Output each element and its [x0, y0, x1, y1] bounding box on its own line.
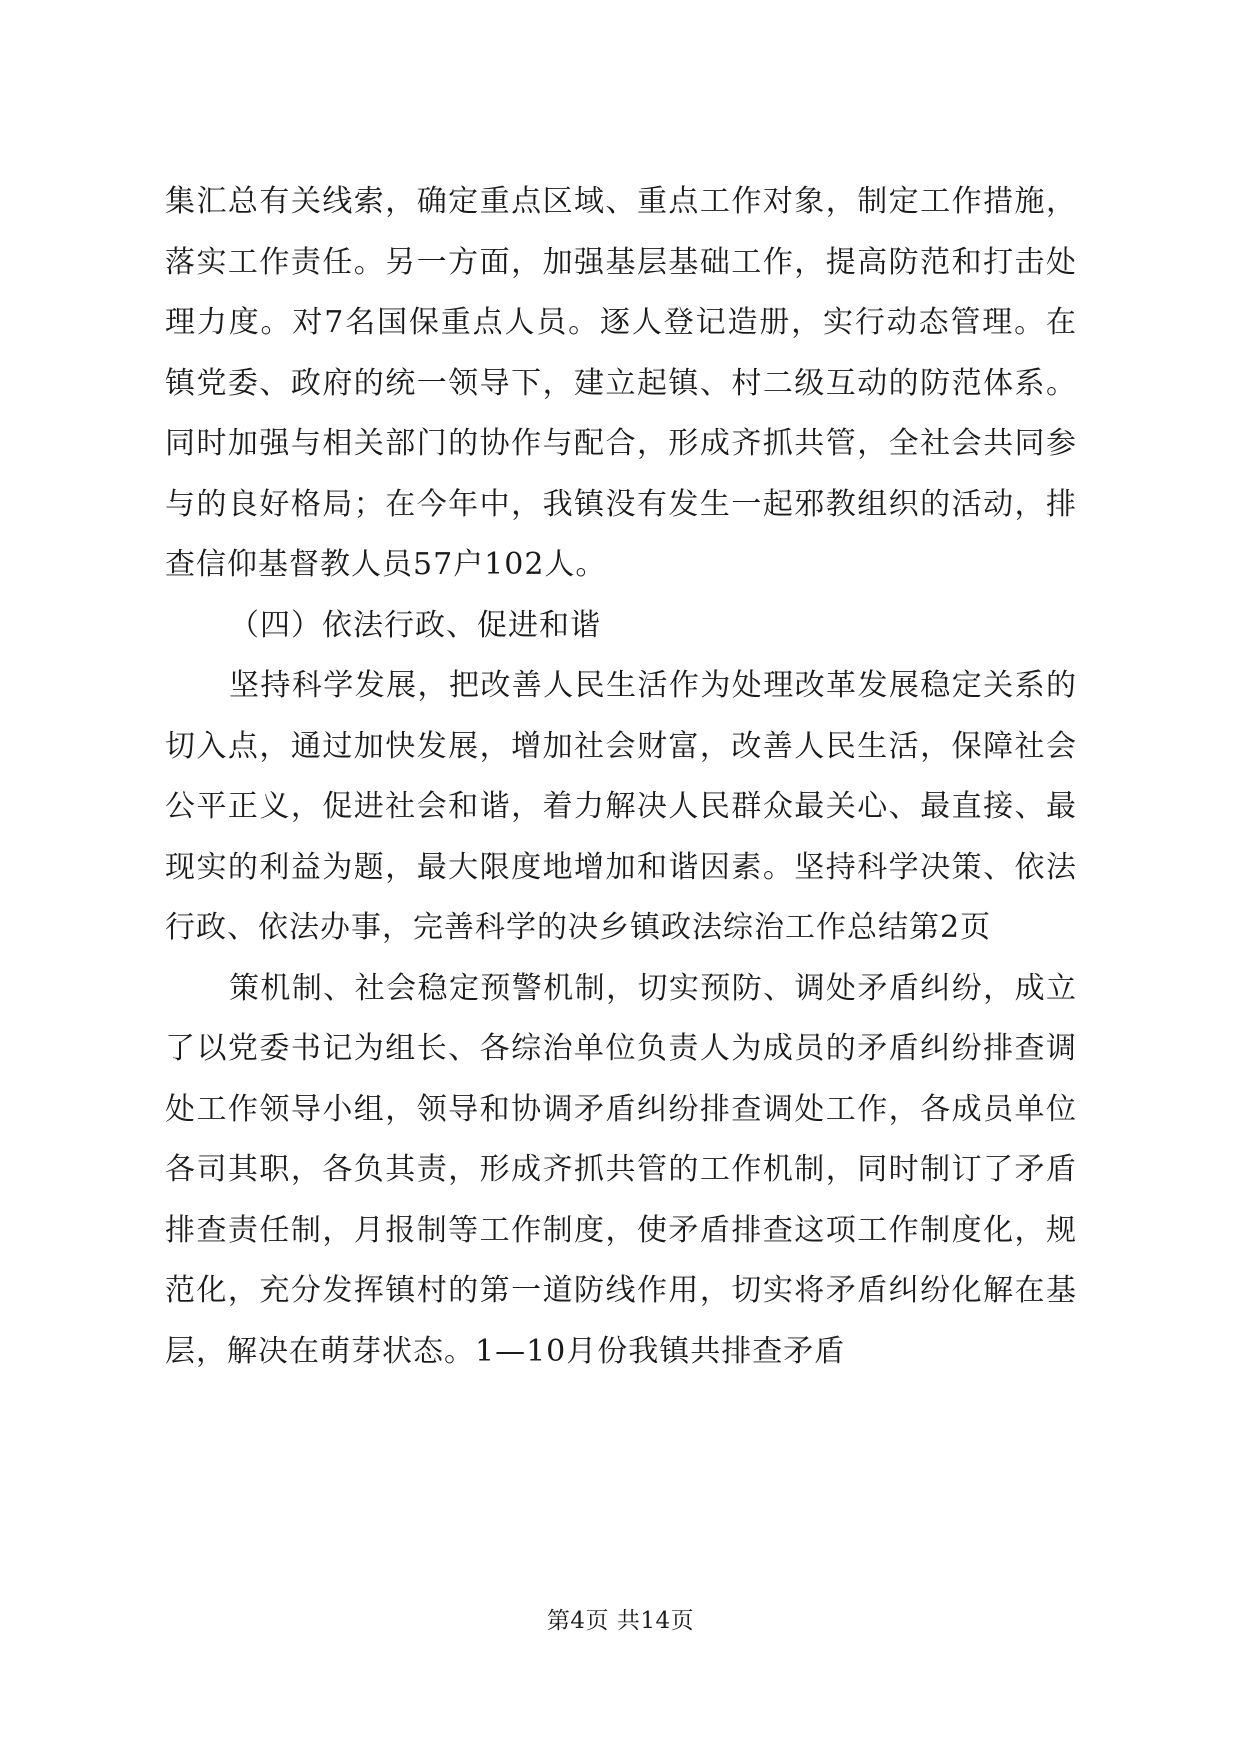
document-body [165, 172, 1077, 1382]
paragraph-scientific-development: 坚持科学发展，把改善人民生活作为处理改革发展稳定关系的切入点，通过加快发展，增加社会财富，改善人民生活，保障社会公平正义，促进社会和谐，着力解决人民群众最关心、最直接、最现实的利益为题，最大限度地增加和谐因素。坚持科学决策、依法行政、依法办事，完善科学的决乡镇政法综治工作总结第2页 [165, 668, 1077, 945]
page-footer: 第4页 共14页 [546, 1608, 695, 1634]
section-heading-4: （四）依法行政、促进和谐 [229, 607, 601, 643]
paragraph-intro: 集汇总有关线索，确定重点区域、重点工作对象，制定工作措施，落实工作责任。另一方面，加强基层基础工作，提高防范和打击处理力度。对7名国保重点人员。逐人登记造册，实行动态管理。在镇党委、政府的统一领导下，建立起镇、村二级互动的防范体系。同时加强与相关部门的协作与配合，形成齐抓共管，全社会共同参与的良好格局；在今年中，我镇没有发生一起邪教组织的活动，排查信仰基督教人员57户102人。 [165, 184, 1077, 582]
paragraph-dispute-mechanism: 策机制、社会稳定预警机制，切实预防、调处矛盾纠纷，成立了以党委书记为组长、各综治单位负责人为成员的矛盾纠纷排查调处工作领导小组，领导和协调矛盾纠纷排查调处工作，各成员单位各司其职，各负其责，形成齐抓共管的工作机制，同时制订了矛盾排查责任制，月报制等工作制度，使矛盾排查这项工作制度化，规范化，充分发挥镇村的第一道防线作用，切实将矛盾纠纷化解在基层，解决在萌芽状态。1—10月份我镇共排查矛盾 [165, 970, 1077, 1369]
